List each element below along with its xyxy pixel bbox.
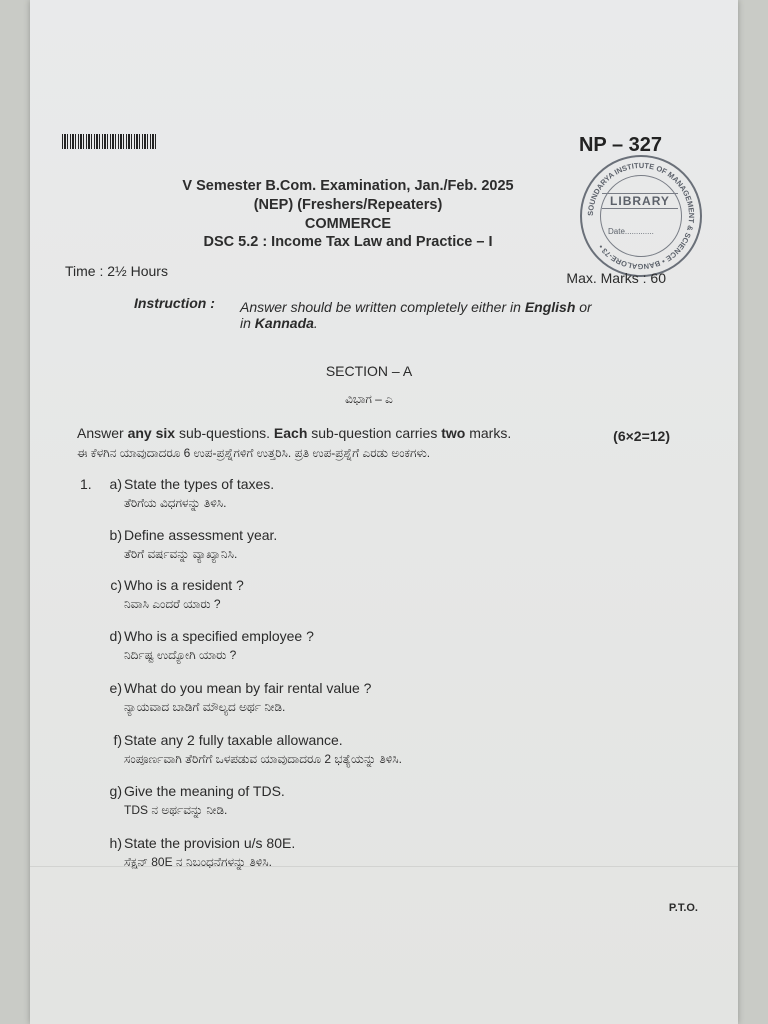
exam-subject: COMMERCE [304, 216, 392, 232]
sub-question-kannada: TDS ನ ಅರ್ಥವನ್ನು ನೀಡಿ. [124, 803, 228, 817]
exam-scheme: (NEP) (Freshers/Repeaters) [253, 197, 443, 213]
sub-question-label: b) [109, 527, 122, 543]
sub-question-kannada: ತೆರಿಗೆಯ ವಿಧಗಳನ್ನು ತಿಳಿಸಿ. [124, 496, 227, 510]
instruction-label: Instruction : [134, 295, 215, 311]
library-stamp [580, 155, 702, 277]
stamp-inner-ring [600, 175, 682, 257]
sub-question-english: Give the meaning of TDS. [124, 783, 285, 799]
sub-question-label: c) [110, 577, 122, 593]
please-turn-over: P.T.O. [668, 902, 698, 914]
section-title-kannada: ವಿಭಾಗ – ಎ [345, 392, 393, 406]
sub-question-label: d) [109, 628, 122, 644]
stamp-institution-name: SOUNDARYA INSTITUTE OF MANAGEMENT & SCIENCE • BANGALORE-73 • [585, 160, 697, 272]
sub-question-label: e) [109, 680, 122, 696]
sub-question-english: State any 2 fully taxable allowance. [124, 732, 343, 748]
exam-course: DSC 5.2 : Income Tax Law and Practice – I [203, 234, 493, 250]
answer-instruction: Answer any six sub-questions. Each sub-question carries two marks. [77, 425, 512, 441]
sub-question-english: Who is a resident ? [124, 577, 244, 593]
exam-paper [30, 0, 738, 1024]
sub-question-english: What do you mean by fair rental value ? [124, 680, 372, 696]
sub-question-kannada: ಸಂಪೂರ್ಣವಾಗಿ ತೆರಿಗೆಗೆ ಒಳಪಡುವ ಯಾವುದಾದರೂ 2 ಭತ್ಯೆಯನ್ನು ತಿಳಿಸಿ. [124, 752, 402, 766]
section-title: SECTION – A [325, 363, 413, 379]
paper-code: NP – 327 [578, 134, 662, 156]
page-fold-line [30, 866, 738, 867]
exam-title: V Semester B.Com. Examination, Jan./Feb. 2025 [182, 178, 514, 194]
stamp-label: LIBRARY [602, 193, 678, 209]
sub-question-label: f) [113, 732, 122, 748]
sub-question-kannada: ನಿರ್ದಿಷ್ಟ ಉದ್ಯೋಗಿ ಯಾರು ? [124, 648, 237, 662]
sub-question-label: a) [109, 476, 122, 492]
sub-question-english: State the provision u/s 80E. [124, 835, 296, 851]
instruction-text: Answer should be written completely either in English or in Kannada. [240, 299, 592, 331]
sub-question-english: Define assessment year. [124, 527, 278, 543]
max-marks: Max. Marks : 60 [566, 270, 666, 286]
section-marks: (6×2=12) [613, 428, 670, 444]
sub-question-kannada: ನಿವಾಸಿ ಎಂದರೆ ಯಾರು ? [124, 597, 221, 611]
answer-instruction-kannada: ಈ ಕೆಳಗಿನ ಯಾವುದಾದರೂ 6 ಉಪ-ಪ್ರಶ್ನೆಗಳಿಗೆ ಉತ್ತರಿಸಿ. ಪ್ರತಿ ಉಪ-ಪ್ರಶ್ನೆಗೆ ಎರಡು ಅಂಕಗಳು. [77, 446, 431, 460]
sub-question-english: Who is a specified employee ? [124, 628, 314, 644]
barcode [62, 134, 158, 149]
sub-question-label: h) [109, 835, 122, 851]
stamp-date: Date............. [608, 227, 654, 236]
time-allowed: Time : 2½ Hours [65, 263, 168, 279]
sub-question-kannada: ಸೆಕ್ಷನ್ 80E ನ ನಿಬಂಧನೆಗಳನ್ನು ತಿಳಿಸಿ. [124, 855, 273, 869]
question-number: 1. [80, 476, 92, 492]
sub-question-label: g) [109, 783, 122, 799]
sub-question-english: State the types of taxes. [124, 476, 275, 492]
sub-question-kannada: ತೆರಿಗೆ ವರ್ಷವನ್ನು ವ್ಯಾಖ್ಯಾನಿಸಿ. [124, 547, 238, 561]
sub-question-kannada: ನ್ಯಾಯವಾದ ಬಾಡಿಗೆ ಮೌಲ್ಯದ ಅರ್ಥ ನೀಡಿ. [124, 700, 286, 714]
